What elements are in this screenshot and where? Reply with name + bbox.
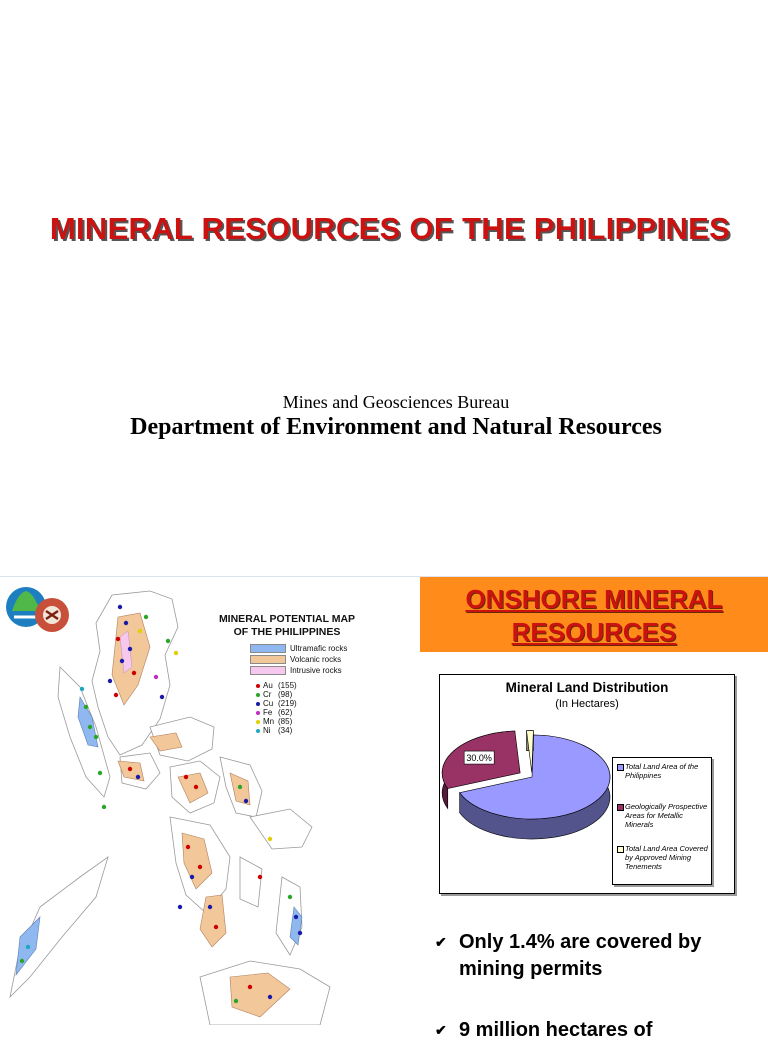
rock-label: Intrusive rocks bbox=[290, 666, 342, 675]
ultramafic-swatch bbox=[250, 644, 286, 653]
chart-title: Mineral Land Distribution bbox=[505, 680, 669, 695]
mineral-count: (155) bbox=[278, 681, 297, 690]
mineral-count: (34) bbox=[278, 726, 293, 735]
mineral-symbol: Mn bbox=[263, 717, 275, 726]
presentation-title: MINERAL RESOURCES OF THE PHILIPPINES bbox=[49, 211, 731, 246]
legend-swatch bbox=[617, 804, 624, 811]
chart-legend bbox=[612, 757, 712, 885]
mineral-dot bbox=[256, 720, 260, 724]
map-title-line-2: OF THE PHILIPPINES bbox=[233, 626, 341, 638]
mineral-potential-map bbox=[0, 577, 400, 1025]
pie-slice-top bbox=[527, 731, 534, 773]
legend-mineral-cu bbox=[256, 699, 356, 708]
mineral-count: (62) bbox=[278, 708, 293, 717]
legend-mineral-fe bbox=[256, 708, 356, 717]
mineral-symbol: Fe bbox=[263, 708, 273, 717]
bullet-text: Only 1.4% are covered by mining permits bbox=[459, 931, 702, 980]
mineral-dot bbox=[256, 711, 260, 715]
rock-label: Volcanic rocks bbox=[290, 655, 342, 664]
mineral-land-distribution-chart bbox=[439, 674, 735, 894]
onshore-banner bbox=[420, 577, 768, 652]
legend-label: Geologically Prospective Areas for Metallic Minerals bbox=[625, 802, 708, 829]
mineral-symbol: Au bbox=[263, 681, 273, 690]
legend-label: Total Land Area Covered by Approved Mining Tenements bbox=[625, 844, 708, 871]
mineral-count: (85) bbox=[278, 717, 293, 726]
department-name: Department of Environment and Natural Resources bbox=[130, 414, 662, 440]
mineral-count: (98) bbox=[278, 690, 293, 699]
legend-mineral-mn bbox=[256, 717, 356, 726]
agency-name: Mines and Geosciences Bureau bbox=[282, 392, 510, 412]
mineral-dot bbox=[256, 702, 260, 706]
volcanic-swatch bbox=[250, 655, 286, 664]
legend-rock-volcanic bbox=[250, 655, 341, 664]
mineral-dot bbox=[256, 729, 260, 733]
rock-label: Ultramafic rocks bbox=[290, 644, 348, 653]
legend-swatch bbox=[617, 846, 624, 853]
data-label: 30.0% bbox=[466, 753, 492, 764]
checkmark-icon: ✔ bbox=[435, 1022, 447, 1038]
legend-mineral-ni bbox=[256, 726, 356, 735]
pie-slice-2 bbox=[527, 731, 534, 773]
mineral-dot bbox=[256, 684, 260, 688]
mgb-logo bbox=[35, 598, 69, 632]
banner-line-2: RESOURCES bbox=[511, 617, 677, 647]
intrusive-swatch bbox=[250, 666, 286, 675]
mineral-symbol: Cu bbox=[263, 699, 274, 708]
onshore-resources-slide bbox=[0, 576, 768, 1041]
map-title-line-1: MINERAL POTENTIAL MAP bbox=[218, 613, 356, 625]
mineral-symbol: Cr bbox=[263, 690, 272, 699]
banner-line-1: ONSHORE MINERAL bbox=[465, 584, 723, 614]
chart-subtitle: (In Hectares) bbox=[555, 698, 619, 710]
bullet-text: 9 million hectares of bbox=[459, 1019, 653, 1041]
legend-label: Total Land Area of the Philippines bbox=[625, 762, 699, 780]
mineral-dot bbox=[256, 693, 260, 697]
checkmark-icon: ✔ bbox=[435, 934, 447, 950]
legend-rock-intrusive bbox=[250, 666, 342, 675]
mineral-count: (219) bbox=[278, 699, 297, 708]
legend-mineral-cr bbox=[256, 690, 356, 699]
legend-rock-ultramafic bbox=[250, 644, 347, 653]
map-legend-title bbox=[202, 613, 372, 639]
legend-swatch bbox=[617, 764, 624, 771]
mineral-symbol: Ni bbox=[263, 726, 271, 735]
legend-mineral-au bbox=[256, 681, 356, 690]
